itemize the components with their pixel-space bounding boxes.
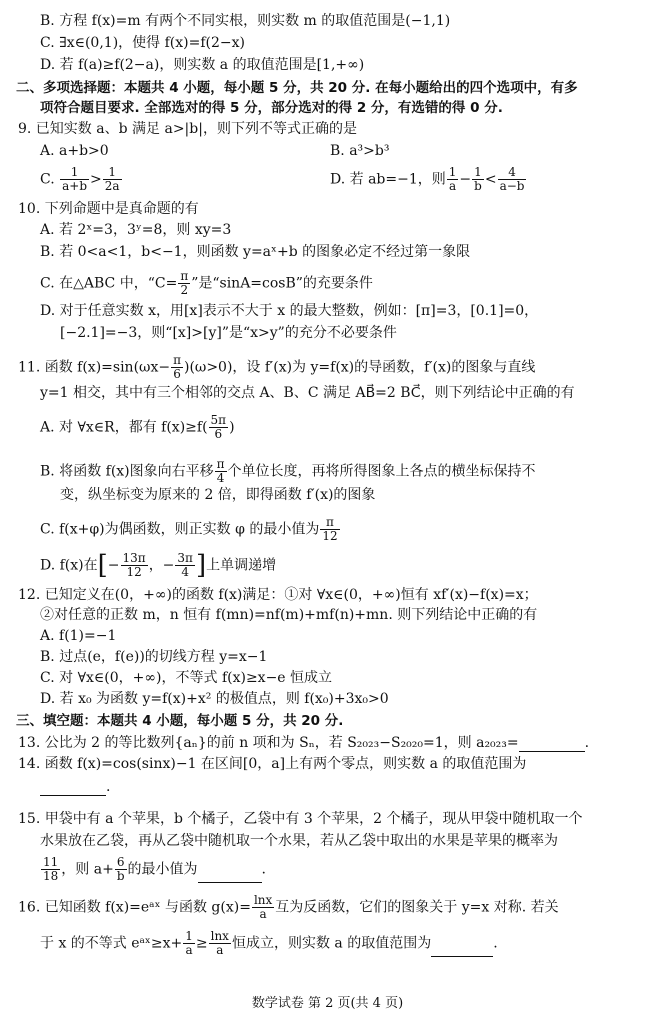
q11-option-b-line1: B. 将函数 f(x)图象向右平移 $\frac{\pi}{4}$ 个单位长度，再将所得图象上各点的横坐标保持不 <box>40 457 536 485</box>
fraction: $\frac{1}{a}$ <box>185 929 193 957</box>
fraction: $\frac{1}{2a}$ <box>104 165 120 193</box>
q11-stem-line1: 11. 函数 f(x)=sin(ωx− $\frac{\pi}{6}$ )(ω>0)，设 f′(x)为 y=f(x)的导函数，f′(x)的图象与直线 <box>18 353 536 381</box>
q9-option-c: C. $\frac{1}{a+b}$ > $\frac{1}{2a}$ <box>40 165 120 193</box>
prev-option-d: D. 若 f(a)≥f(2−a)，则实数 a 的取值范围是[1,+∞) <box>40 57 365 73</box>
fraction: $\frac{\ln x}{a}$ <box>210 929 229 957</box>
q12-option-b: B. 过点(e，f(e))的切线方程 y=x−1 <box>40 649 268 665</box>
q16-line1: 16. 已知函数 f(x)=eᵃˣ 与函数 g(x)= $\frac{\ln x}{a}$ 互为反函数，它们的图象关于 y=x 对称. 若关 <box>18 893 559 921</box>
fraction: $\frac{\pi}{6}$ <box>173 353 181 381</box>
q10-option-c: C. 在△ABC 中，“C= $\frac{\pi}{2}$ ”是“sinA=cosB”的充要条件 <box>40 269 373 297</box>
q15-line2: 水果放在乙袋，再从乙袋中随机取一个水果，若从乙袋中取出的水果是苹果的概率为 <box>40 833 558 849</box>
fraction: $\frac{\pi}{4}$ <box>216 457 225 485</box>
fraction: $\frac{1}{a}$ <box>448 165 457 193</box>
fraction: $\frac{\ln x}{a}$ <box>253 893 273 921</box>
q16-line2: 于 x 的不等式 eᵃˣ≥x+ $\frac{1}{a}$ ≥ $\frac{\ln x}{a}$ 恒成立，则实数 a 的取值范围为 . <box>40 929 498 957</box>
fraction: $\frac{\pi}{2}$ <box>180 269 189 297</box>
fraction: $\frac{6}{b}$ <box>116 855 125 883</box>
answer-blank <box>431 942 493 957</box>
q12-option-c: C. 对 ∀x∈(0，+∞)，不等式 f(x)≥x−e 恒成立 <box>40 670 333 686</box>
q14-line1: 14. 函数 f(x)=cos(sinx)−1 在区间[0，a]上有两个零点，则实数 a 的取值范围为 <box>18 756 527 772</box>
answer-blank <box>198 868 262 883</box>
q12-stem-line2: ②对任意的正数 m，n 恒有 f(mn)=nf(m)+mf(n)+mn. 则下列结论中正确的有 <box>40 607 538 623</box>
fraction: $\frac{13\pi}{12}$ <box>122 551 146 579</box>
prev-option-b: B. 方程 f(x)=m 有两个不同实根，则实数 m 的取值范围是(−1,1) <box>40 13 451 29</box>
page-footer: 数学试卷 第 2 页(共 4 页) <box>251 996 404 1011</box>
q12-option-d: D. 若 x₀ 为函数 y=f(x)+x² 的极值点，则 f(x₀)+3x₀>0 <box>40 691 389 707</box>
fraction: $\frac{11}{18}$ <box>43 855 59 883</box>
fraction: $\frac{4}{a-b}$ <box>499 165 525 193</box>
section2-header-line2: 项符合题目要求. 全部选对的得 5 分，部分选对的得 2 分，有选错的得 0 分. <box>40 100 503 116</box>
q12-stem-line1: 12. 已知定义在(0，+∞)的函数 f(x)满足：①对 ∀x∈(0，+∞)恒有 xf′(x)−f(x)=x； <box>18 587 538 603</box>
q10-stem: 10. 下列命题中是真命题的有 <box>18 201 199 217</box>
q10-option-b: B. 若 0<a<1，b<−1，则函数 y=aˣ+b 的图象必定不经过第一象限 <box>40 244 471 260</box>
q10-option-a: A. 若 2ˣ=3，3ʸ=8，则 xy=3 <box>40 222 232 238</box>
fraction: $\frac{3\pi}{4}$ <box>177 551 193 579</box>
q10-option-d-line1: D. 对于任意实数 x，用[x]表示不大于 x 的最大整数，例如：[π]=3，[0.1]=0， <box>40 303 539 319</box>
fraction: $\frac{1}{b}$ <box>474 165 482 193</box>
answer-blank <box>519 737 585 752</box>
fraction: $\frac{\pi}{12}$ <box>322 515 338 543</box>
q11-option-b-line2: 变，纵坐标变为原来的 2 倍，即得函数 f′(x)的图象 <box>60 487 376 503</box>
fraction: $\frac{1}{a+b}$ <box>62 165 88 193</box>
q9-option-d: D. 若 ab=−1，则 $\frac{1}{a}$ − $\frac{1}{b}$ < $\frac{4}{a-b}$ <box>330 165 525 193</box>
answer-blank <box>40 781 106 796</box>
q11-stem-line2: y=1 相交，其中有三个相邻的交点 A、B、C 满足 AB⃗=2 BC⃗，则下列结论中正确的有 <box>40 385 575 401</box>
q9-option-b: B. a³>b³ <box>330 143 390 159</box>
q11-option-d: D. f(x)在[− $\frac{13\pi}{12}$ ，− $\frac{3\pi}{4}$ ]上单调递增 <box>40 550 277 581</box>
section3-header: 三、填空题：本题共 4 小题，每小题 5 分，共 20 分. <box>16 713 344 729</box>
q9-stem: 9. 已知实数 a、b 满足 a>|b|，则下列不等式正确的是 <box>18 121 357 137</box>
q12-option-a: A. f(1)=−1 <box>40 628 117 644</box>
section2-header-line1: 二、多项选择题：本题共 4 小题，每小题 5 分，共 20 分. 在每小题给出的四个选项中，有多 <box>16 80 578 96</box>
q15-line1: 15. 甲袋中有 a 个苹果，b 个橘子，乙袋中有 3 个苹果，2 个橘子，现从甲袋中随机取一个 <box>18 811 583 827</box>
q9-option-a: A. a+b>0 <box>40 143 109 159</box>
q11-option-a: A. 对 ∀x∈R，都有 f(x)≥f( $\frac{5\pi}{6}$ ) <box>40 413 235 441</box>
q15-line3: $\frac{11}{18}$ ，则 a+ $\frac{6}{b}$ 的最小值为 . <box>43 855 266 883</box>
fraction: $\frac{5\pi}{6}$ <box>210 413 227 441</box>
q14-line2: . <box>40 778 110 796</box>
q11-option-c: C. f(x+φ)为偶函数，则正实数 φ 的最小值为 $\frac{\pi}{12}$ <box>40 515 338 543</box>
prev-option-c: C. ∃x∈(0,1)，使得 f(x)=f(2−x) <box>40 35 245 51</box>
q13: 13. 公比为 2 的等比数列{aₙ}的前 n 项和为 Sₙ，若 S₂₀₂₃−S₂₀₂₀=1，则 a₂₀₂₃= . <box>18 735 590 751</box>
q10-option-d-line2: [−2.1]=−3，则“[x]>[y]”是“x>y”的充分不必要条件 <box>60 325 397 341</box>
